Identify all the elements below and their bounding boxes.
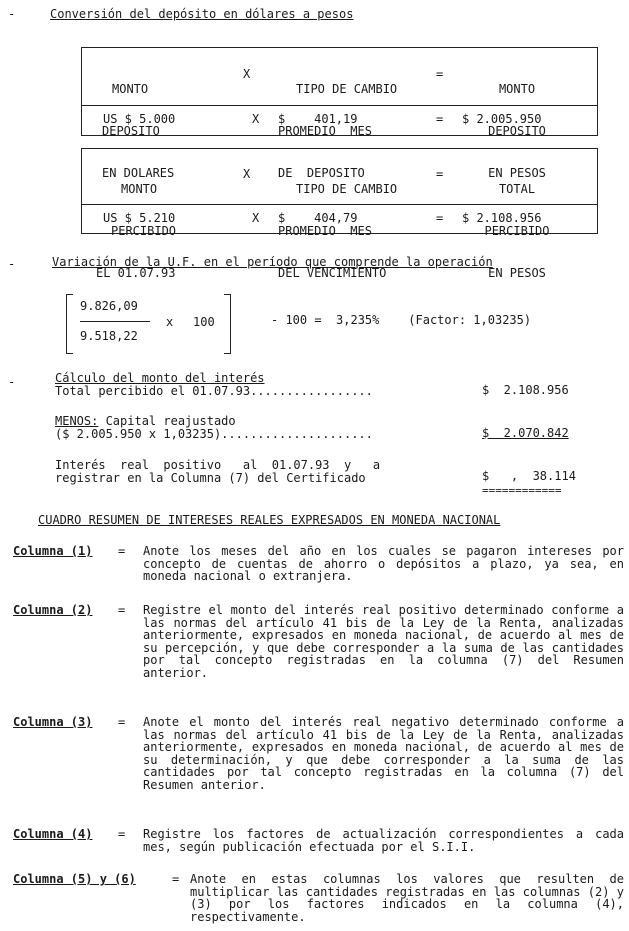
columna-4-description: Registre los factores de actualización correspondientes a cada mes, según publicación efectuada por el S.I.I. [143,827,624,854]
columna-5-6-description: Anote en estas columnas los valores que resulten de multiplicar las cantidades registradas en las columnas (2) y (3) por los factores indicados en la columna (4), respectivamente. [190,872,624,924]
columna-1-label: Columna (1) [13,544,93,558]
conversion-box-deposit [81,47,598,180]
capital-reajustado-value: $ 2.070.842 [482,426,569,440]
header-line: TOTAL [498,182,536,196]
header-line: PROMEDIO MES [278,124,372,138]
section3-title: Cálculo del monto del interés [55,371,265,385]
header-line: EN PESOS [488,266,546,280]
operator-equals: = [436,211,444,225]
header-line: MONTO [498,82,536,96]
header-line: MONTO [112,82,149,96]
section2-title: Variación de la U.F. en el período que comprende la operación [52,255,493,269]
interes-real-line1: Interés real positivo al 01.07.93 y a [55,458,381,472]
header-line: EL 01.07.93 [96,266,176,280]
operator-x: X [243,167,251,181]
header-line: DE DEPOSITO [278,166,365,180]
section1-dash: - [8,7,16,21]
header-monto-percibido [96,154,176,308]
interes-real-value: $ , 38.114 [482,469,576,483]
menos-label: MENOS: [55,414,99,428]
header-total-percibido [467,154,567,308]
section2-dash: - [8,257,16,271]
uf-fraction-bracket-left [66,294,73,354]
columna-2-label: Columna (2) [13,603,93,617]
times-operator: x [166,315,174,329]
value-pesos: $ 2.005.950 [462,112,542,126]
operator-equals: = [436,112,444,126]
double-rule: ============ [482,484,562,497]
columna-4-equals: = [118,827,126,841]
operator-x: X [243,67,251,81]
columna-1-equals: = [118,544,126,558]
columna-5-6-label: Columna (5) y (6) [13,872,136,886]
header-line: TIPO DE CAMBIO [296,182,398,196]
columna-3-description: Anote el monto del interés real negativo determinado conforme a las normas del artículo 41 bis de la Ley de la Renta, analizadas anteriormente, expresados en moneda nacional, de acuerdo al mes de su determinación, y que debe corresponder a la suma de las cantidades por tal concepto registradas en la columna (7) del Resumen anterior. [143,715,624,792]
total-percibido-label: Total percibido el 01.07.93................. [55,384,373,398]
capital-reajustado-label: Capital reajustado [98,414,236,428]
header-line: PROMEDIO MES [278,224,372,238]
uf-denominator: 9.518,22 [80,329,138,343]
header-line: EN PESOS [488,166,546,180]
columna-4-label: Columna (4) [13,827,93,841]
hundred-value: 100 [193,315,215,329]
value-us-dollars: US $ 5.210 [103,211,176,225]
operator-x: X [252,211,260,225]
columna-3-label: Columna (3) [13,715,93,729]
uf-fraction-bracket-right [224,294,231,354]
capital-reajustado-formula: ($ 2.005.950 x 1,03235)..................... [55,427,373,441]
value-pesos: $ 2.108.956 [462,211,542,225]
columna-2-description: Registre el monto del interés real positivo determinado conforme a las normas del artículo 41 bis de la Ley de la Renta, analizadas anteriormente, expresados en moneda nacional, de acuerdo al mes de su percepción, y que debe corresponder a la suma de las cantidades por tal concepto registradas en la columna (7) del Resumen anterior. [143,603,624,680]
header-line: DEPOSITO [488,124,546,138]
operator-equals: = [436,167,444,181]
operator-x: X [252,112,260,126]
cuadro-title: CUADRO RESUMEN DE INTERESES REALES EXPRESADOS EN MONEDA NACIONAL [38,513,501,527]
value-us-dollars: US $ 5.000 [103,112,176,126]
header-line: PERCIBIDO [484,224,550,238]
header-line: EN DOLARES [102,166,175,180]
interes-real-line2: registrar en la Columna (7) del Certificado [55,471,366,485]
columna-5-6-equals: = [172,872,180,886]
header-line: MONTO [121,182,158,196]
header-tipo-cambio-vencimiento [278,154,397,308]
uf-numerator: 9.826,09 [80,299,138,313]
fraction-line [80,321,150,322]
columna-3-equals: = [118,715,126,729]
section1-title: Conversión del depósito en dólares a pesos [50,7,354,21]
header-line: DEL VENCIMIENTO [278,266,387,280]
header-line: TIPO DE CAMBIO [296,82,398,96]
columna-2-equals: = [118,603,126,617]
value-exchange-rate: $ 404,79 [278,211,358,225]
value-exchange-rate: $ 401,19 [278,112,358,126]
header-line: DEPOSITO [102,124,160,138]
section3-dash: - [8,375,16,389]
operator-equals: = [436,67,444,81]
uf-variation-result: - 100 = 3,235% (Factor: 1,03235) [271,313,532,327]
header-line: PERCIBIDO [111,224,177,238]
columna-1-description: Anote los meses del año en los cuales se pagaron intereses por concepto de cuentas de ahorro o depósitos a plazo, ya sea, en moneda nacional o extranjera. [143,544,624,584]
total-percibido-value: $ 2.108.956 [482,383,569,397]
